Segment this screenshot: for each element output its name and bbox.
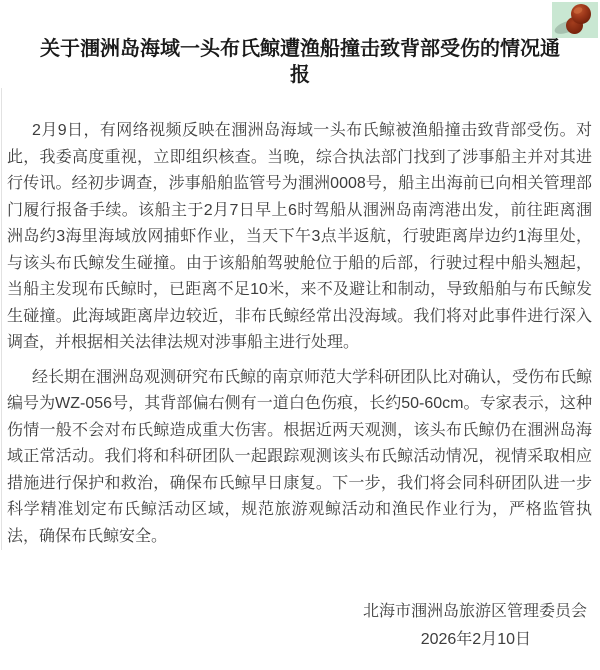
left-border-line <box>1 88 2 550</box>
pushpin-image <box>552 2 598 38</box>
issue-date: 2026年2月10日 <box>420 631 531 648</box>
page-title: 关于涠洲岛海域一头布氏鲸遭渔船撞击致背部受伤的情况通报 <box>40 38 560 86</box>
pushpin-icon <box>552 2 598 38</box>
signature-block <box>363 598 587 654</box>
notice-body <box>7 118 592 550</box>
body-paragraph-2: 经长期在涠洲岛观测研究布氏鲸的南京师范大学科研团队比对确认，受伤布氏鲸编号为WZ-056号，其背部偏右侧有一道白色伤痕，长约50-60cm。专家表示，这种伤情一般不会对布氏鲸造成重大伤害。根据近两天观测，该头布氏鲸仍在涠洲岛海域正常活动。我们将和科研团队一起跟踪观测该头布氏鲸活动情况，视情采取相应措施进行保护和救治，确保布氏鲸早日康复。下一步，我们将会同科研团队进一步科学精准划定布氏鲸活动区域，规范旅游观鲸活动和渔民作业行为，严格监管执法，确保布氏鲸安全。 <box>7 368 593 545</box>
body-paragraph-1: 2月9日，有网络视频反映在涠洲岛海域一头布氏鲸被渔船撞击致背部受伤。对此，我委高度重视，立即组织核查。当晚，综合执法部门找到了涉事船主并对其进行传讯。经初步调查，涉事船舶监管号为涠洲0008号，船主出海前已向相关管理部门履行报备手续。该船主于2月7日早上6时驾船从涠洲岛南湾港出发，前往距离涠洲岛约3海里海域放网捕虾作业，当天下午3点半返航，行驶距离岸边约1海里处，与该头布氏鲸发生碰撞。由于该船舶驾驶舱位于船的后部，行驶过程中船头翘起，当船主发现布氏鲸时，已距离不足10米，来不及避让和制动，导致船舶与布氏鲸发生碰撞。此海域距离岸边较近，非布氏鲸经常出没海域。我们将对此事件进行深入调查，并根据相关法律法规对涉事船主进行处理。 <box>7 122 592 351</box>
issuing-authority: 北海市涠洲岛旅游区管理委员会 <box>362 603 587 620</box>
